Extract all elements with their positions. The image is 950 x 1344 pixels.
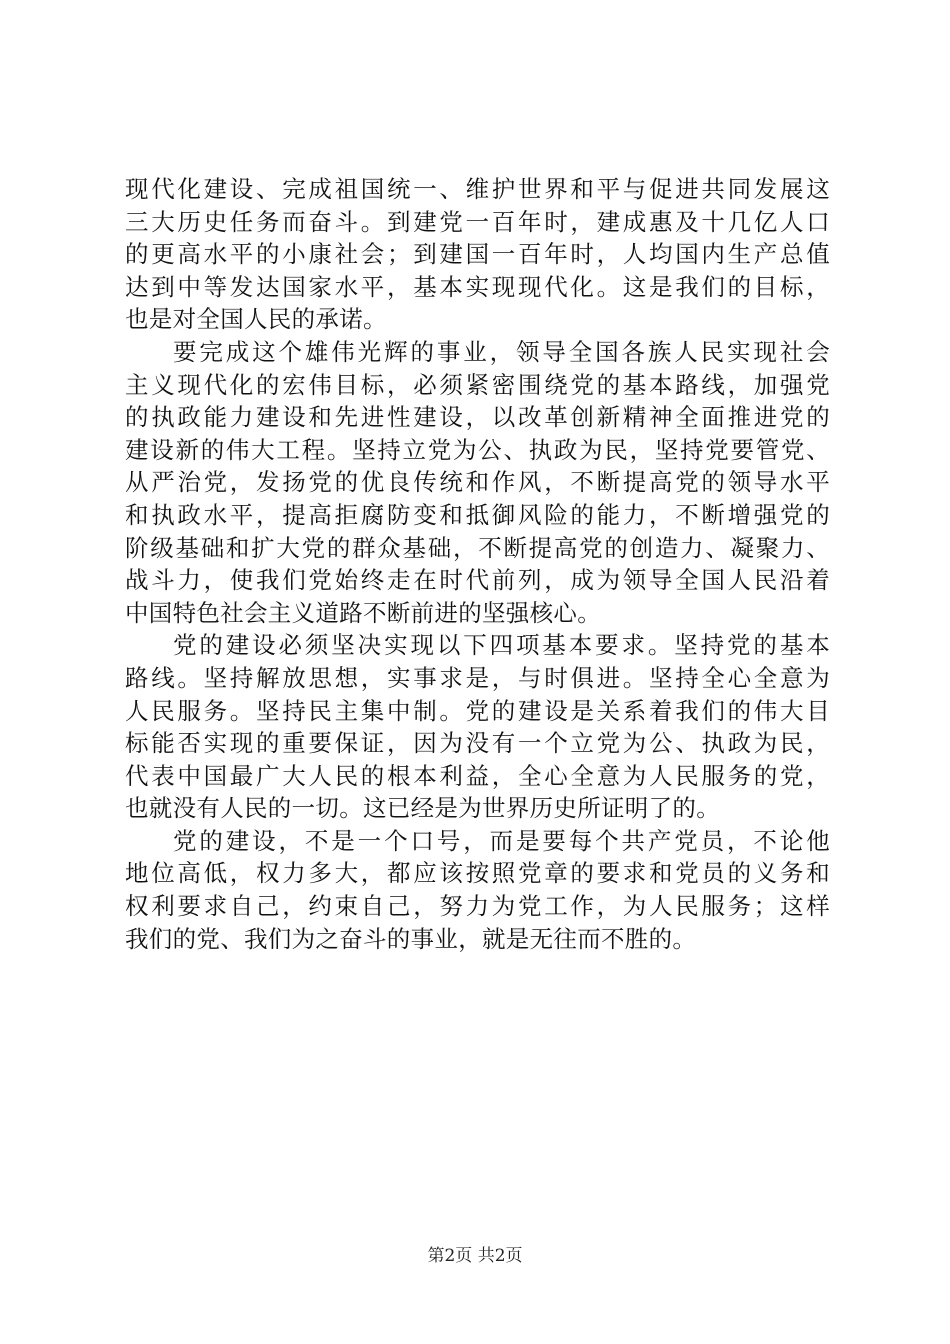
paragraph: [125, 336, 830, 629]
page-footer: 第2页 共2页: [427, 1246, 523, 1266]
text-line: 达到中等发达国家水平，基本实现现代化。这是我们的目标，: [125, 272, 830, 301]
text-line: 现代化建设、完成祖国统一、维护世界和平与促进共同发展这: [125, 175, 830, 203]
text-line: 战斗力，使我们党始终走在时代前列，成为领导全国人民沿着: [125, 566, 830, 595]
text-line: 主义现代化的宏伟目标，必须紧密围绕党的基本路线，加强党: [125, 370, 830, 399]
text-line: 代表中国最广大人民的根本利益，全心全意为人民服务的党，: [125, 761, 830, 790]
text-line: 要完成这个雄伟光辉的事业，领导全国各族人民实现社会: [173, 337, 830, 366]
paragraph: [125, 825, 830, 955]
text-line: 建设新的伟大工程。坚持立党为公、执政为民，坚持党要管党、: [125, 435, 830, 464]
text-line: 的更高水平的小康社会；到建国一百年时，人均国内生产总值: [125, 240, 830, 269]
text-line: 我们的党、我们为之奋斗的事业，就是无往而不胜的。: [125, 924, 697, 953]
paragraph: [125, 629, 830, 825]
text-line: 路线。坚持解放思想，实事求是，与时俱进。坚持全心全意为: [125, 663, 830, 692]
text-line: 党的建设，不是一个口号，而是要每个共产党员，不论他: [173, 826, 830, 855]
text-line: 三大历史任务而奋斗。到建党一百年时，建成惠及十几亿人口: [125, 207, 830, 236]
text-line: 也就没有人民的一切。这已经是为世界历史所证明了的。: [125, 794, 720, 823]
text-line: 中国特色社会主义道路不断前进的坚强核心。: [125, 598, 601, 627]
text-line: 人民服务。坚持民主集中制。党的建设是关系着我们的伟大目: [125, 696, 830, 725]
text-line: 地位高低，权力多大，都应该按照党章的要求和党员的义务和: [125, 859, 830, 888]
document-body: [125, 173, 830, 955]
text-line: 阶级基础和扩大党的群众基础，不断提高党的创造力、凝聚力、: [125, 533, 830, 562]
text-line: 权利要求自己，约束自己，努力为党工作，为人民服务；这样: [125, 892, 830, 921]
text-line: 和执政水平，提高拒腐防变和抵御风险的能力，不断增强党的: [125, 500, 830, 529]
text-line: 从严治党，发扬党的优良传统和作风，不断提高党的领导水平: [125, 468, 830, 497]
paragraph: [125, 173, 830, 336]
text-line: 标能否实现的重要保证，因为没有一个立党为公、执政为民，: [125, 729, 830, 758]
text-line: 党的建设必须坚决实现以下四项基本要求。坚持党的基本: [173, 631, 830, 660]
text-line: 的执政能力建设和先进性建设，以改革创新精神全面推进党的: [125, 403, 830, 432]
text-line: 也是对全国人民的承诺。: [125, 305, 387, 334]
